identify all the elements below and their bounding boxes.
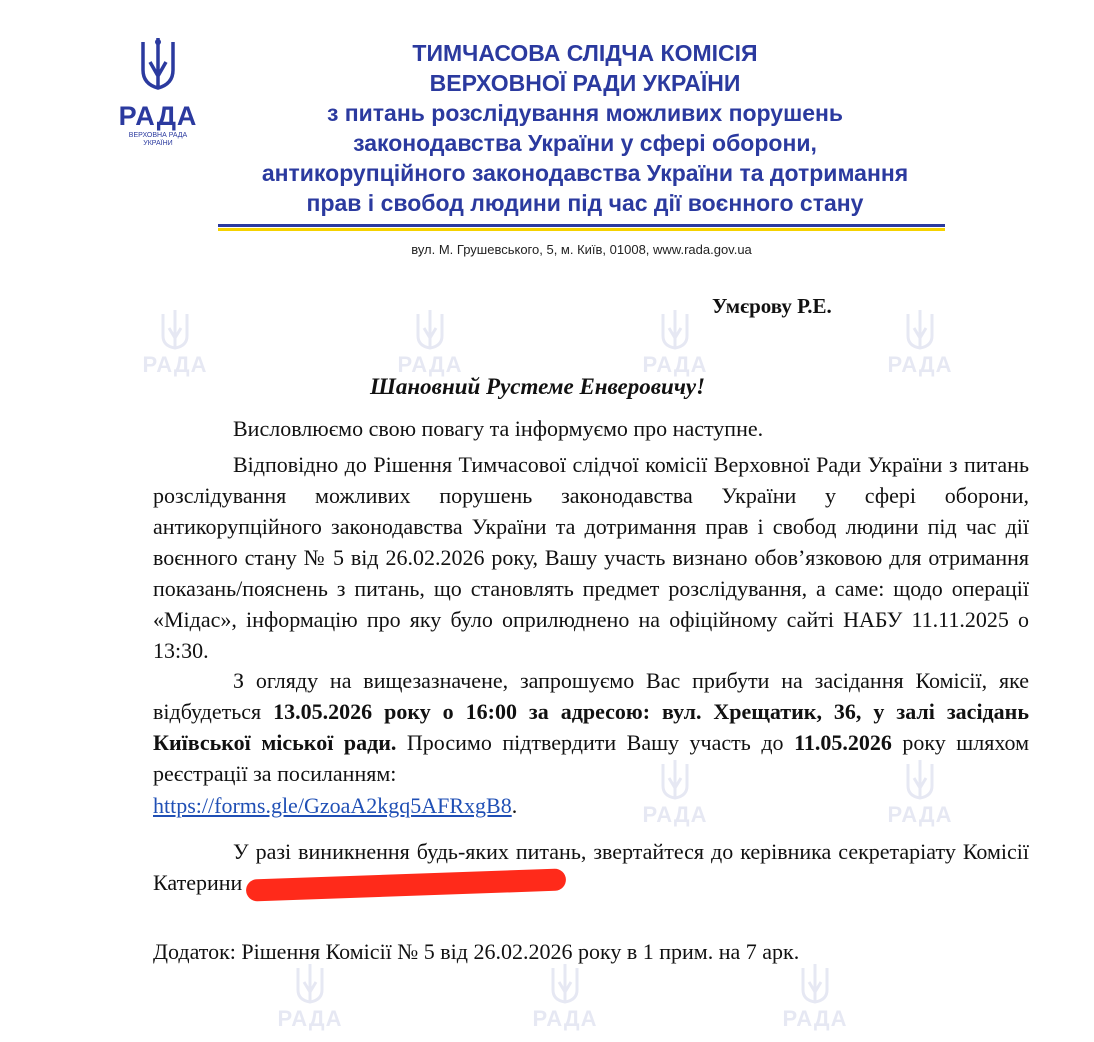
greeting: Шановний Рустеме Енверовичу!	[370, 374, 706, 399]
watermark: РАДА	[630, 758, 720, 838]
paragraph-contact	[153, 836, 1029, 898]
watermark: РАДА	[875, 308, 965, 388]
trident-icon	[135, 36, 181, 92]
watermark: РАДА	[385, 308, 475, 388]
trident-icon	[412, 308, 448, 352]
title-line: ВЕРХОВНОЇ РАДИ УКРАЇНИ	[429, 70, 741, 96]
watermark: РАДА	[130, 308, 220, 388]
registration-link-line	[153, 790, 1029, 821]
letterhead-title	[215, 38, 955, 218]
paragraph-decision: Відповідно до Рішення Тимчасової слідчої комісії Верховної Ради України з питань розслідування можливих порушень законодавства України у сфері оборони, антикорупційного законодавства України та дотримання прав і свобод людини під час дії воєнного стану № 5 від 26.02.2026 року, Вашу участь визнано обов’язковою для отримання показань/пояснень з питань, що становлять предмет розслідування, а саме: щодо операції «Мідас», інформацію про яку було оприлюднено на офіційному сайті НАБУ 11.11.2025 о 13:30.	[153, 452, 1029, 663]
watermark: РАДА	[770, 962, 860, 1042]
watermark: РАДА	[265, 962, 355, 1042]
title-line: ТИМЧАСОВА СЛІДЧА КОМІСІЯ	[412, 40, 758, 66]
watermark: РАДА	[520, 962, 610, 1042]
divider-yellow	[218, 228, 945, 231]
watermark: РАДА	[875, 758, 965, 838]
letterhead-address: вул. М. Грушевського, 5, м. Київ, 01008, www.rada.gov.ua	[411, 242, 752, 257]
contact-text: У разі виникнення будь-яких питань, звертайтеся до керівника секретаріату Комісії Катерини	[153, 839, 1029, 895]
divider-blue	[218, 224, 945, 227]
redaction-mark	[246, 868, 567, 901]
title-line: прав і свобод людини під час дії воєнного стану	[306, 190, 864, 216]
trident-icon	[902, 308, 938, 352]
trident-icon	[547, 962, 583, 1006]
title-line: з питань розслідування можливих порушень	[326, 100, 844, 126]
trident-icon	[657, 308, 693, 352]
logo-subtitle: ВЕРХОВНА РАДА	[128, 132, 188, 139]
trident-icon	[292, 962, 328, 1006]
trident-icon	[797, 962, 833, 1006]
rada-logo	[110, 36, 206, 148]
attachment-note: Додаток: Рішення Комісії № 5 від 26.02.2026 року в 1 прим. на 7 арк.	[153, 939, 800, 964]
title-line: законодавства України у сфері оборони,	[353, 130, 817, 156]
registration-link[interactable]: https://forms.gle/GzoaA2kgq5AFRxgB8	[153, 793, 512, 818]
invitation-text: З огляду на вищезазначене, запрошуємо Вас прибути на засідання Комісії, яке відбудеться	[153, 668, 1029, 724]
meeting-details: 13.05.2026 року о 16:00 за адресою: вул. Хрещатик, 36, у залі засідань Київської міської ради.	[153, 699, 1029, 755]
paragraph-intro: Висловлюємо свою повагу та інформуємо про наступне.	[233, 416, 764, 441]
trident-icon	[157, 308, 193, 352]
invitation-text: року шляхом реєстрації за посиланням:	[153, 730, 1029, 786]
link-period: .	[511, 793, 518, 818]
logo-subtitle: УКРАЇНИ	[143, 140, 173, 147]
invitation-text: Просимо підтвердити Вашу участь до	[396, 730, 795, 755]
title-line: антикорупційного законодавства України та дотримання	[261, 160, 909, 186]
addressee: Умєрову Р.Е.	[712, 294, 832, 318]
confirm-deadline: 11.05.2026	[794, 730, 892, 755]
logo-wordmark: РАДА	[118, 101, 198, 131]
watermark: РАДА	[630, 308, 720, 388]
